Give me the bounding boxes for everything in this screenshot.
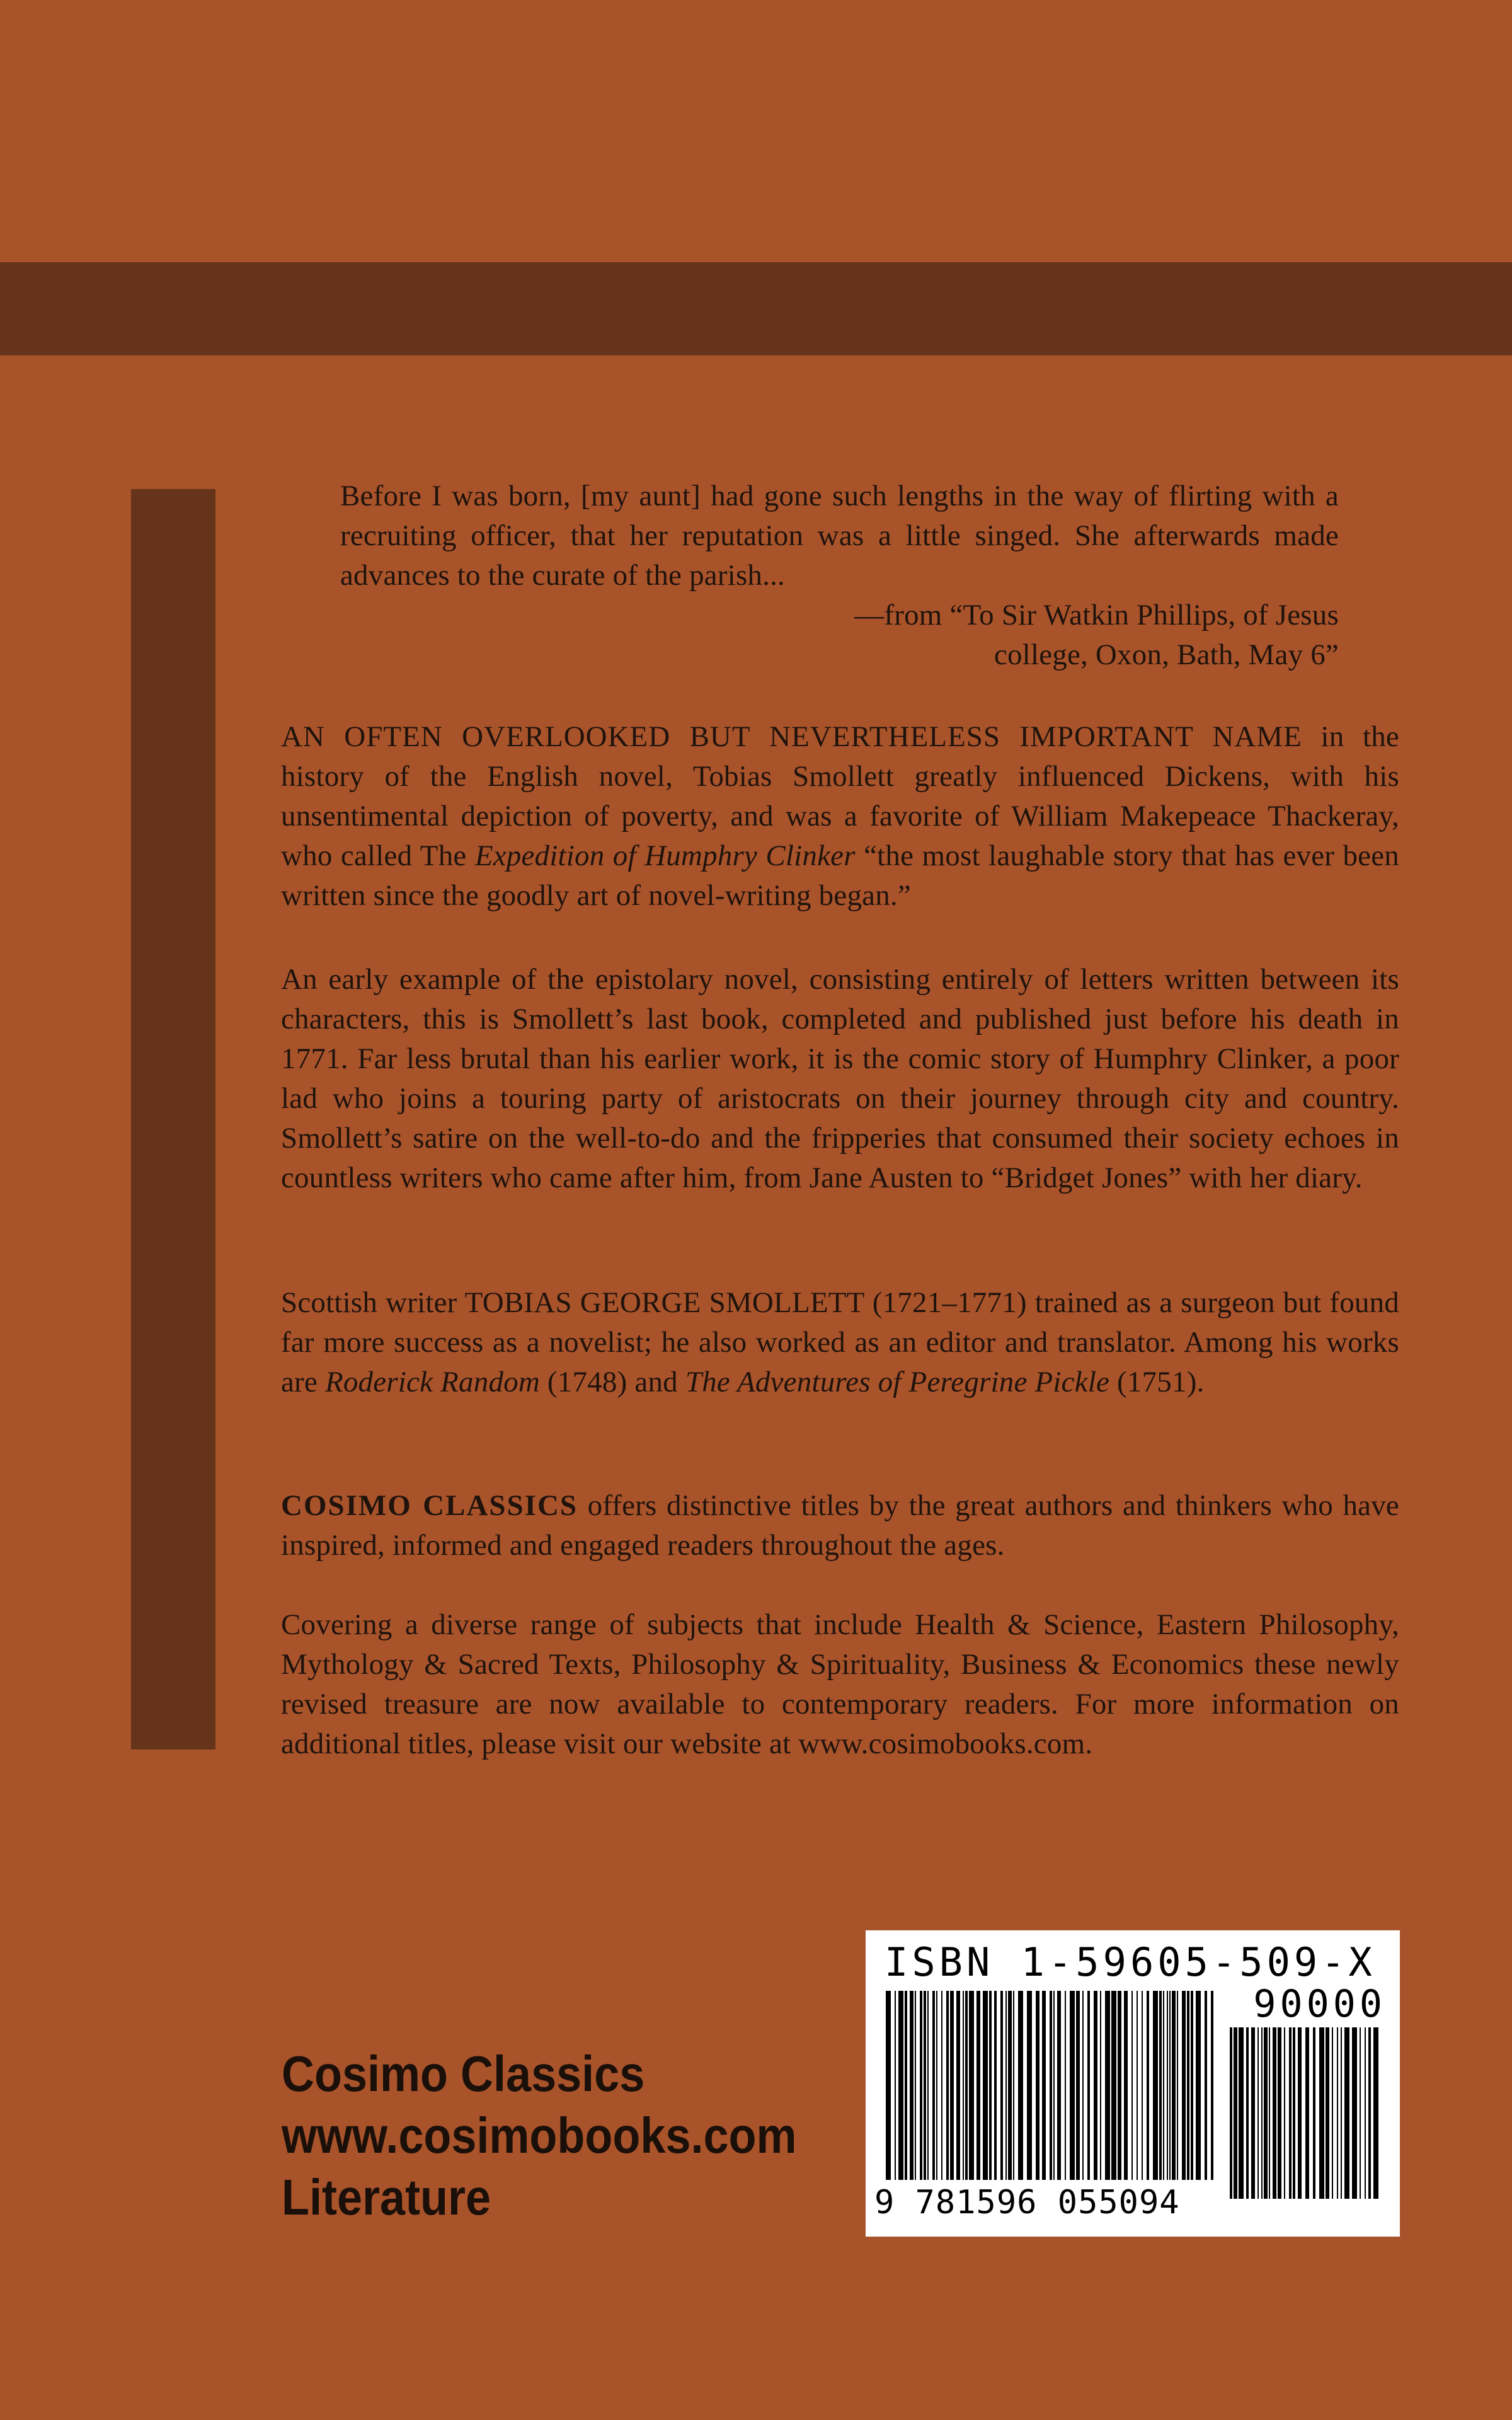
barcode-bars [886, 1991, 1213, 2180]
barcode-bar [983, 1991, 988, 2180]
barcode-bar [1027, 1991, 1032, 2180]
barcode-bar [886, 1991, 891, 2180]
author-bio-paragraph [281, 1283, 1399, 1402]
description-paragraph-2 [281, 960, 1399, 1198]
barcode-bar [1057, 1991, 1061, 2180]
barcode-bar [1251, 2027, 1255, 2199]
ean-number: 9 781596 055094 [874, 2184, 1180, 2221]
paragraph-text: offers distinctive titles by the great authors and thinkers who have inspired, informed and engaged readers throughout the ages. [281, 1489, 1399, 1562]
barcode-bar [1332, 2027, 1333, 2199]
isbn-label: ISBN 1-59605-509-X [885, 1939, 1376, 1985]
subjects-paragraph [281, 1605, 1399, 1764]
barcode-bar [1273, 2027, 1276, 2199]
publisher-paragraph [281, 1486, 1399, 1565]
barcode-bar [1053, 1991, 1055, 2180]
barcode-bar [898, 1991, 903, 2180]
barcode-bar [1187, 1991, 1189, 2180]
paragraph-text: An early example of the epistolary novel, consisting entirely of letters written between its characters, this is Smollett’s last book, completed and published just before his death in 1771. Far less brutal than his earlier work, it is the comic story of Humphry Clinker, a poor lad who joins a touring party of aristocrats on their journey through city and country. Smollett’s satire on the well-to-do and the fripperies that consumed their society echoes in countless writers who came after him, from Jane Austen to “Bridget Jones” with her diary. [281, 963, 1399, 1194]
barcode-bar [1153, 1991, 1158, 2180]
barcode-bar [1005, 1991, 1007, 2180]
barcode-bar [1230, 2027, 1232, 2199]
barcode-bar [1008, 1991, 1012, 2180]
paragraph-text: “the most laughable story that has ever been written since the goodly art of novel-writing began.” [281, 839, 1400, 912]
barcode-bar [1065, 1991, 1066, 2180]
barcode-bar [1142, 1991, 1143, 2180]
barcode-bar [1191, 1991, 1193, 2180]
barcode-bar [1050, 1991, 1052, 2180]
side-decorative-bar [131, 489, 215, 1749]
barcode-bar [927, 1991, 929, 2180]
barcode-bar [989, 1991, 992, 2180]
barcode-bar [936, 1991, 937, 2180]
barcode-bar [1000, 1991, 1003, 2180]
barcode-bar [1261, 2027, 1263, 2199]
imprint-block [282, 2043, 796, 2228]
paragraph-text: Covering a diverse range of subjects that include Health & Science, Eastern Philosophy, Mythology & Sacred Texts, Philosophy & Spirituality, Business & Economics these newly revised treasure are now available to contemporary readers. For more information on additional titles, please visit our website at www.cosimobooks.com. [281, 1608, 1399, 1760]
barcode-bar [1036, 1991, 1040, 2180]
barcode-bar [1018, 1991, 1023, 2180]
isbn-barcode [866, 1930, 1400, 2237]
barcode-bar [1169, 1991, 1171, 2180]
barcode-bar [1239, 2027, 1244, 2199]
work-title: Roderick Random [324, 1366, 540, 1398]
barcode-bar [1105, 1991, 1110, 2180]
barcode-bar [1111, 1991, 1116, 2180]
barcode-bar [1205, 1991, 1207, 2180]
paragraph-text: (1751). [1109, 1366, 1205, 1398]
work-title: The Adventures of Peregrine Pickle [685, 1366, 1110, 1398]
barcode-bar [1013, 1991, 1014, 2180]
barcode-bar [994, 1991, 997, 2180]
top-decorative-band [0, 262, 1512, 355]
description-paragraph-1 [281, 717, 1399, 916]
quote-source-line-1: —from “To Sir Watkin Phillips, of Jesus [854, 599, 1339, 631]
imprint-publisher: Cosimo Classics [282, 2046, 645, 2102]
barcode-bar [1284, 2027, 1285, 2199]
imprint-category: Literature [282, 2169, 491, 2225]
barcode-bar [1118, 1991, 1121, 2180]
barcode-bar [920, 1991, 922, 2180]
barcode-bar [969, 1991, 974, 2180]
barcode-bar [1326, 2027, 1329, 2199]
barcode-bar [1211, 1991, 1213, 2180]
barcode-bar [895, 1991, 896, 2180]
barcode-bar [1182, 1991, 1186, 2180]
barcode-bar [1076, 1991, 1080, 2180]
barcode-bar [1352, 2027, 1357, 2199]
barcode-bar [1337, 2027, 1338, 2199]
epigraph-quote [340, 476, 1339, 675]
barcode-bar [1368, 2027, 1371, 2199]
barcode-bar [1070, 1991, 1075, 2180]
barcode-bar [1344, 2027, 1349, 2199]
barcode-bar [932, 1991, 935, 2180]
barcode-bar [1360, 2027, 1361, 2199]
barcode-bar [1234, 2027, 1237, 2199]
barcode-bar [1131, 1991, 1133, 2180]
barcode-bar [1042, 1991, 1046, 2180]
barcode-bar [963, 1991, 964, 2180]
paragraph-text: in the history of the English novel, Tobias Smollett greatly influenced Dickens, with his unsentimental depiction of poverty, and was a favorite of William Makepeace Thackeray, who called The [281, 720, 1399, 872]
barcode-bar [946, 1991, 949, 2180]
barcode-bar [941, 1991, 942, 2180]
barcode-bar [1172, 1991, 1176, 2180]
barcode-bar [1319, 2027, 1324, 2199]
barcode-bar [1246, 2027, 1249, 2199]
barcode-bar [910, 1991, 914, 2180]
barcode-bar [1147, 1991, 1149, 2180]
barcode-bar [1137, 1991, 1138, 2180]
paragraph-text: (1748) and [539, 1366, 685, 1398]
barcode-bar [1087, 1991, 1090, 2180]
quote-body: Before I was born, [my aunt] had gone such lengths in the way of flirting with a recruiting officer, that her reputation was a little singed. She afterwards made advances to the curate of the parish... [340, 480, 1339, 592]
barcode-bar [1278, 2027, 1281, 2199]
barcode-bar [1100, 1991, 1101, 2180]
publisher-name-bold: COSIMO CLASSICS [281, 1489, 578, 1522]
barcode-bar [1159, 1991, 1162, 2180]
barcode-bar [1298, 2027, 1302, 2199]
imprint-website: www.cosimobooks.com [282, 2107, 797, 2164]
barcode-bar [1082, 1991, 1084, 2180]
paragraph-text: Scottish writer [281, 1286, 465, 1319]
barcode-bar [905, 1991, 907, 2180]
barcode-bar [1305, 2027, 1309, 2199]
barcode-bar [1177, 1991, 1178, 2180]
barcode-bar [1124, 1991, 1128, 2180]
price-code: 90000 [1253, 1982, 1386, 2026]
quote-source-line-2: college, Oxon, Bath, May 6” [994, 638, 1339, 671]
barcode-bar [1167, 1991, 1168, 2180]
barcode-bar [1289, 2027, 1292, 2199]
paragraph-text: (1721–1771) trained as a surgeon but found far more success as a novelist; he also worked as an editor and translator. Among his works are [281, 1286, 1399, 1398]
barcode-bar [1094, 1991, 1097, 2180]
barcode-bar [1163, 1991, 1164, 2180]
barcode-bar [1313, 2027, 1315, 2199]
barcode-bar [1365, 2027, 1366, 2199]
barcode-bar [1257, 2027, 1259, 2199]
barcode-bar [1373, 2027, 1378, 2199]
barcode-bar [1264, 2027, 1268, 2199]
barcode-bar [915, 1991, 916, 2180]
barcode-bar [1293, 2027, 1295, 2199]
barcode-bar [956, 1991, 960, 2180]
book-title: Expedition of Humphry Clinker [474, 839, 856, 872]
barcode-bar [1269, 2027, 1270, 2199]
barcode-bar [924, 1991, 926, 2180]
barcode-bar [965, 1991, 968, 2180]
author-name: TOBIAS GEORGE SMOLLETT [464, 1286, 864, 1319]
barcode-bar [976, 1991, 980, 2180]
barcode-bar [950, 1991, 954, 2180]
barcode-bar [1341, 2027, 1342, 2199]
barcode-bar [1196, 1991, 1201, 2180]
barcode-addon-bars [1230, 2027, 1381, 2199]
paragraph-caps-lead: AN OFTEN OVERLOOKED BUT NEVERTHELESS IMPORTANT NAME [281, 720, 1302, 753]
